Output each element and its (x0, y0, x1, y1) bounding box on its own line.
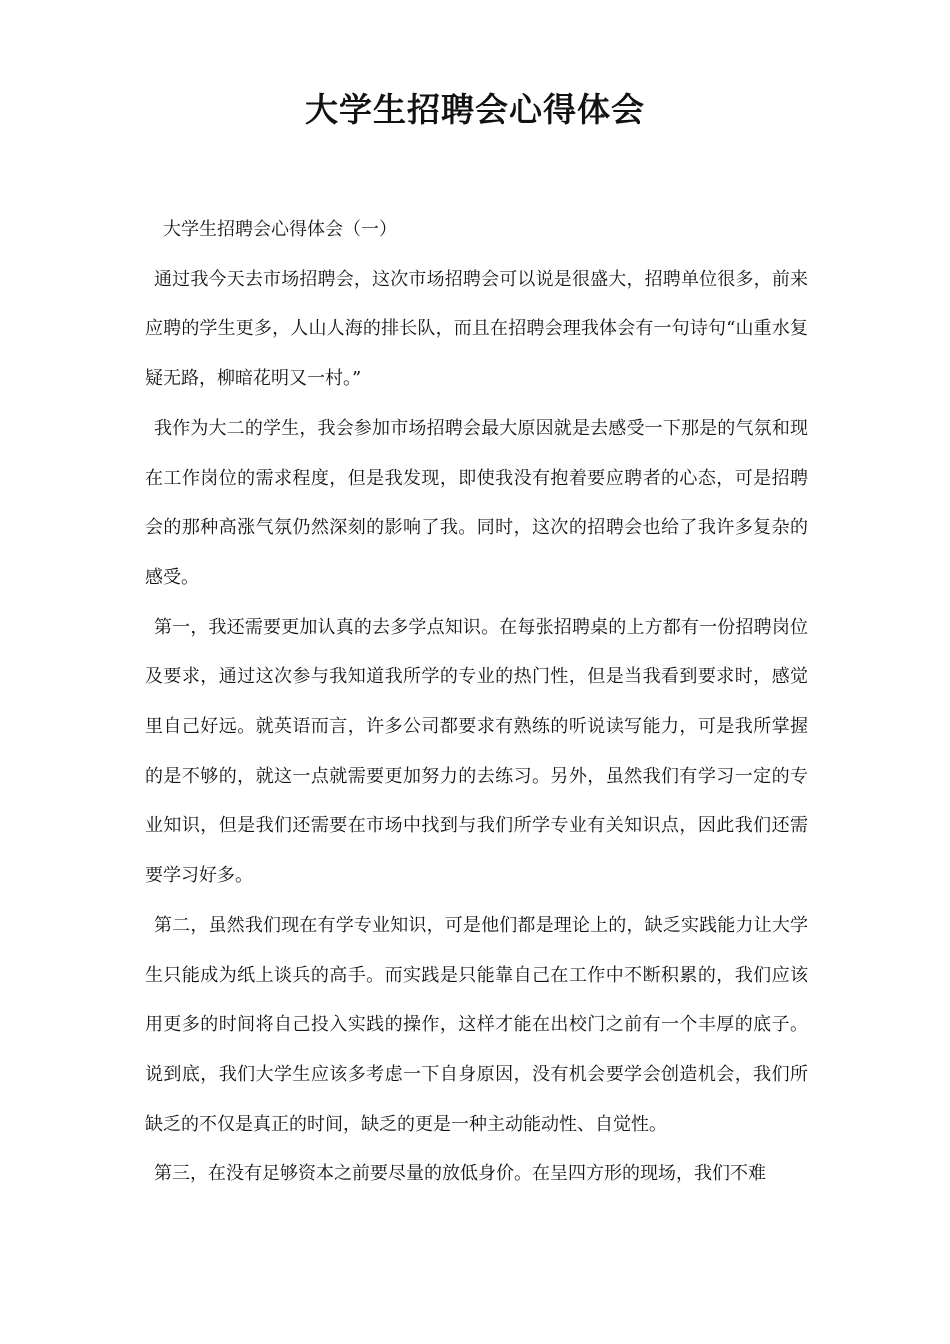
document-body (145, 205, 808, 1199)
paragraph-3: 第一，我还需要更加认真的去多学点知识。在每张招聘桌的上方都有一份招聘岗位及要求，通过这次参与我知道我所学的专业的热门性，但是当我看到要求时，感觉里自己好远。就英语而言，许多公司都要求有熟练的听说读写能力，可是我所掌握的是不够的，就这一点就需要更加努力的去练习。另外，虽然我们有学习一定的专业知识，但是我们还需要在市场中找到与我们所学专业有关知识点，因此我们还需要学习好多。 (145, 616, 808, 887)
paragraph-5: 第三，在没有足够资本之前要尽量的放低身价。在呈四方形的现场，我们不难 (154, 1163, 766, 1185)
document-title: 大学生招聘会心得体会 (305, 90, 645, 129)
paragraph-4: 第二，虽然我们现在有学专业知识，可是他们都是理论上的，缺乏实践能力让大学生只能成为纸上谈兵的高手。而实践是只能靠自己在工作中不断积累的，我们应该用更多的时间将自己投入实践的操作，这样才能在出校门之前有一个丰厚的底子。说到底，我们大学生应该多考虑一下自身原因，没有机会要学会创造机会，我们所缺乏的不仅是真正的时间，缺乏的更是一种主动能动性、自觉性。 (145, 914, 808, 1135)
section-heading: 大学生招聘会心得体会（一） (163, 219, 397, 240)
paragraph-2: 我作为大二的学生，我会参加市场招聘会最大原因就是去感受一下那是的气氛和现在工作岗位的需求程度，但是我发现，即使我没有抱着要应聘者的心态，可是招聘会的那种高涨气氛仍然深刻的影响了我。同时，这次的招聘会也给了我许多复杂的感受。 (145, 417, 808, 588)
paragraph-1: 通过我今天去市场招聘会，这次市场招聘会可以说是很盛大，招聘单位很多，前来应聘的学生更多，人山人海的排长队，而且在招聘会理我体会有一句诗句“山重水复疑无路，柳暗花明又一村。” (145, 268, 808, 390)
